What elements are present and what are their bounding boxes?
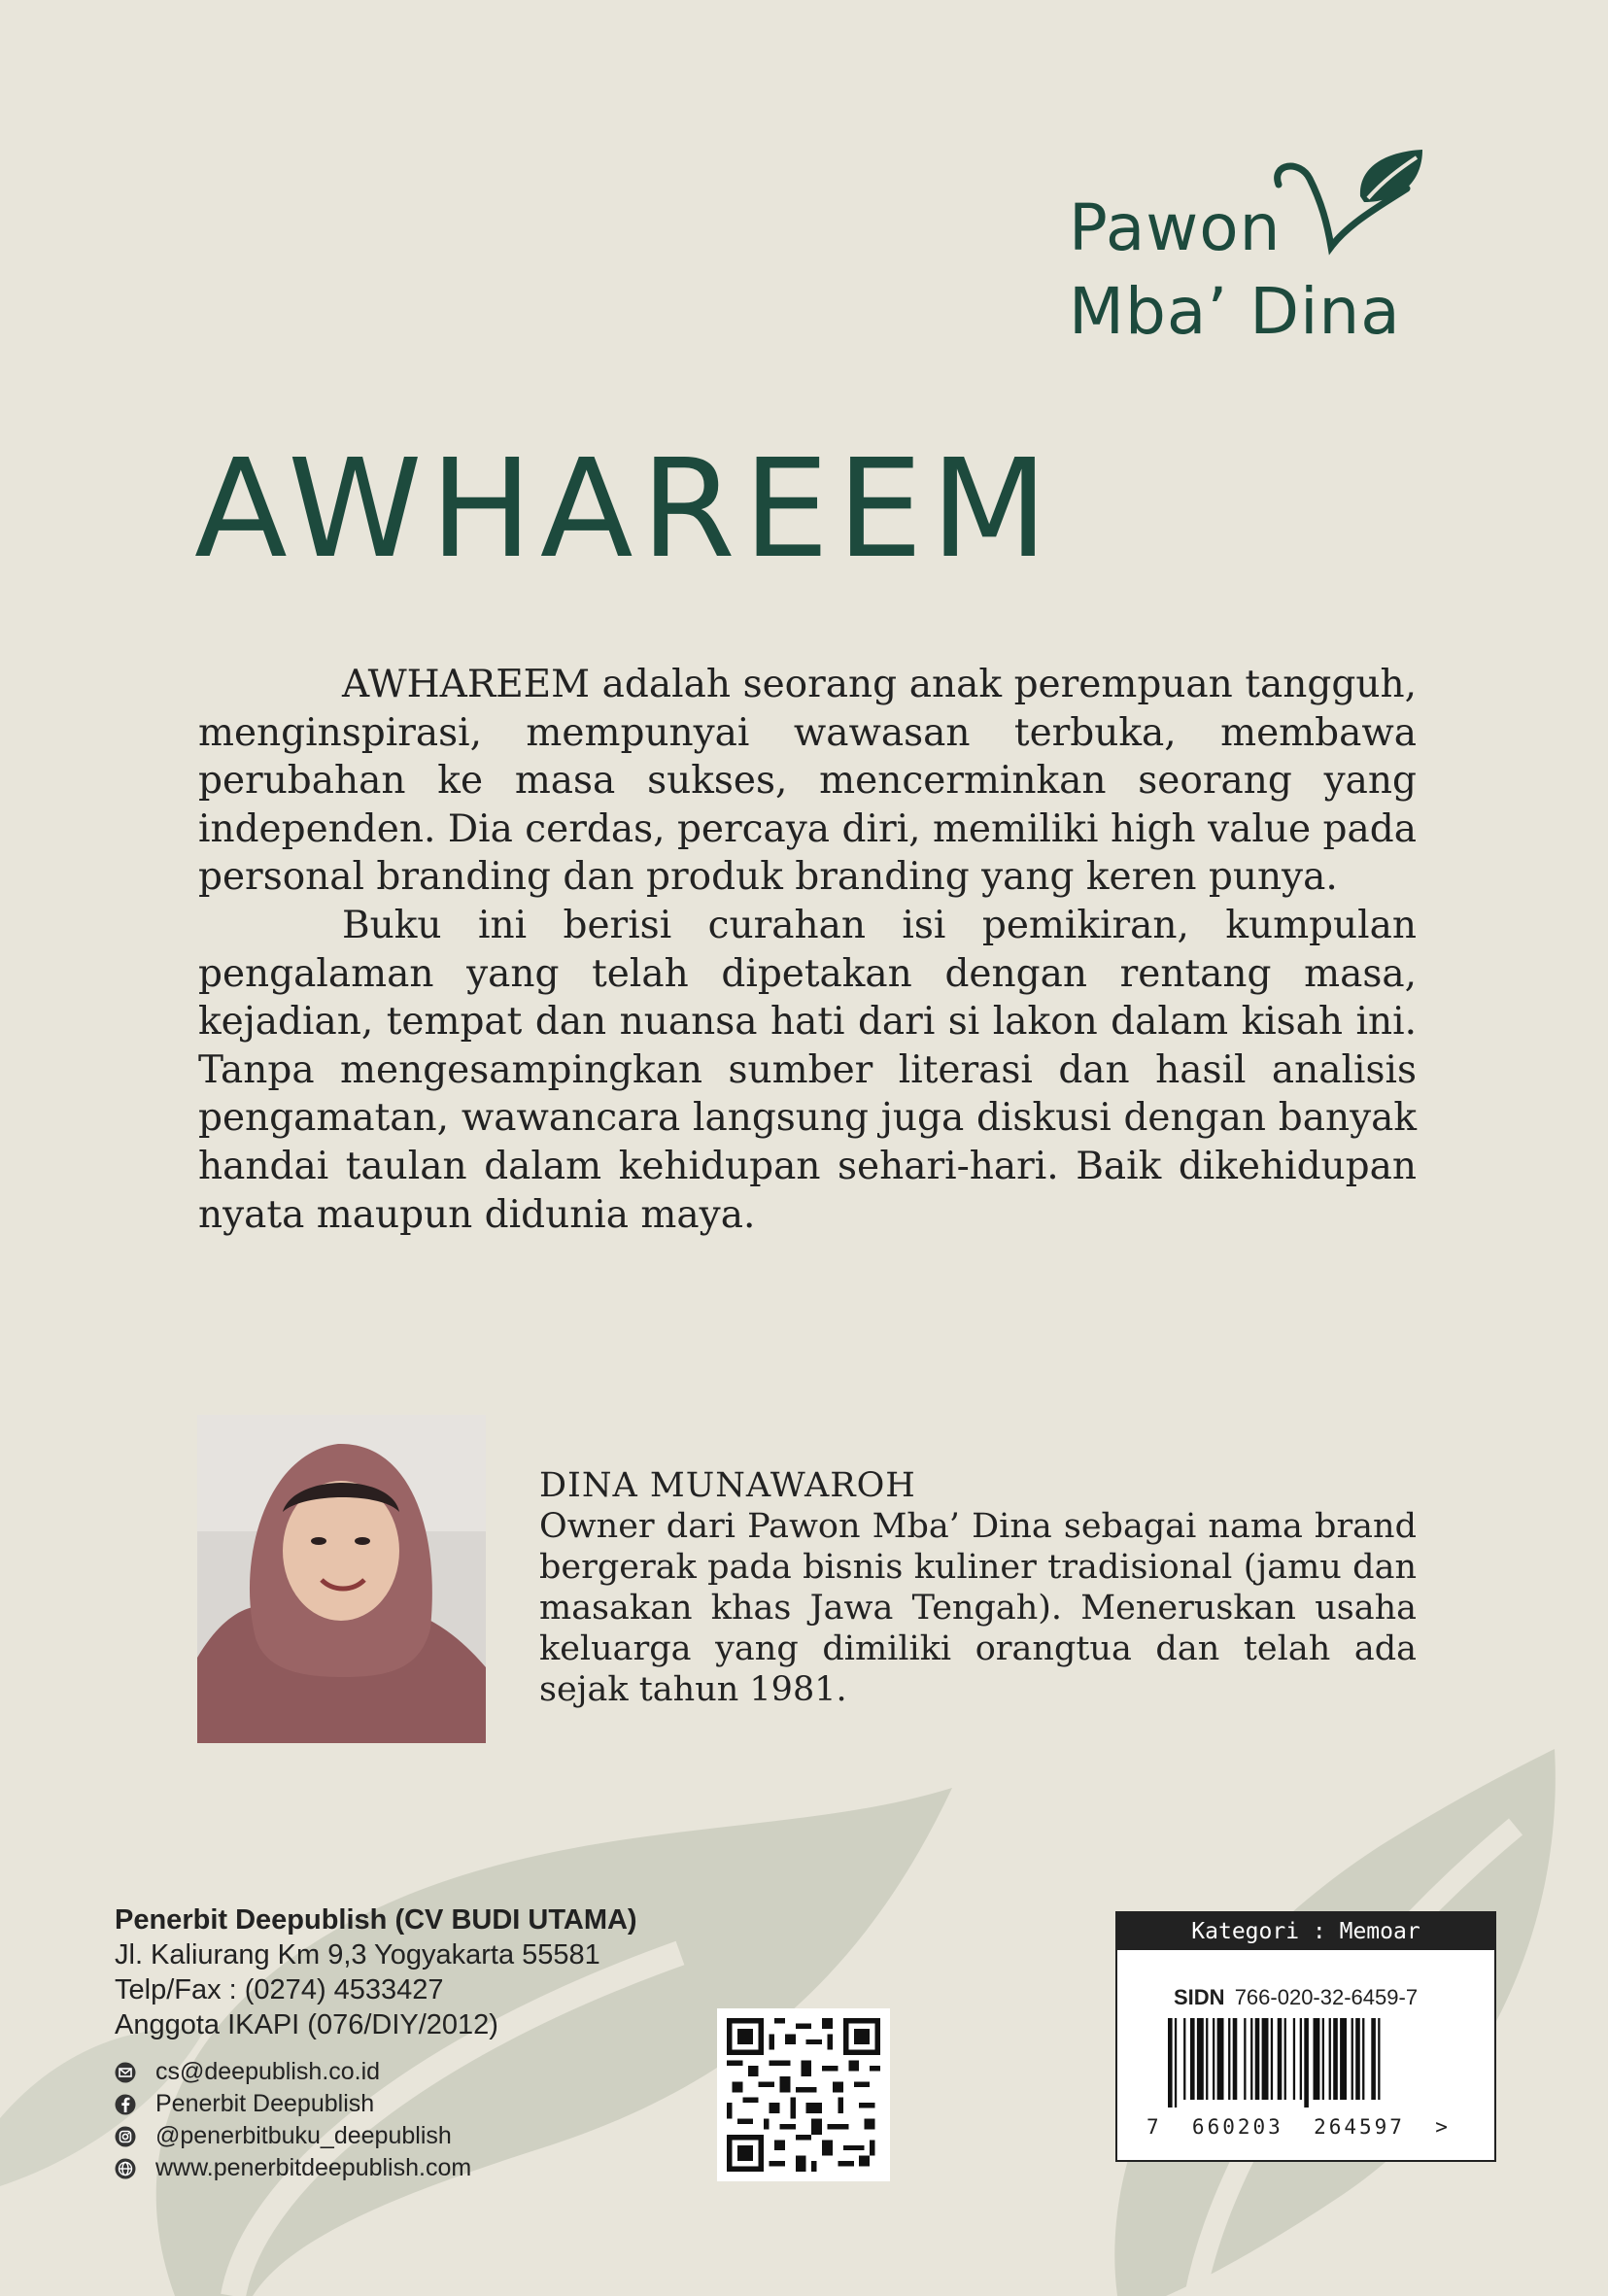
book-title: AWHAREEM: [194, 430, 1056, 589]
sidn-label: SIDN: [1174, 1985, 1225, 2009]
barcode-bar: [1340, 2018, 1347, 2100]
contact-instagram-text: @penerbitbuku_deepublish: [155, 2122, 452, 2149]
barcode-bar: [1329, 2018, 1331, 2100]
barcode-bar: [1190, 2018, 1195, 2100]
barcode-bar: [1371, 2018, 1376, 2100]
publisher-name: Penerbit Deepublish (CV BUDI UTAMA): [115, 1904, 637, 1936]
barcode-bar: [1278, 2018, 1283, 2100]
barcode-bar: [1250, 2018, 1252, 2100]
barcode-bar: [1168, 2018, 1173, 2108]
barcode-digits: 7 660203 264597 >: [1146, 2115, 1451, 2139]
blurb-paragraph: Buku ini berisi curahan isi pemikiran, kumpulan pengalaman yang telah dipetakan dengan rentang masa, kejadian, tempat dan nuansa hati dari si lakon dalam kisah ini. Tanpa mengesampingkan sumber literasi dan hasil analisis pengamatan, wawancara langsung juga diskusi dengan banyak handai taulan dalam kehidupan sehari-hari. Baik dikehidupan nyata maupun didunia maya.: [198, 903, 1417, 1237]
barcode-bar: [1314, 2018, 1320, 2100]
publisher-contacts: [115, 2056, 637, 2184]
barcode-bar: [1213, 2018, 1215, 2100]
barcode-bar: [1244, 2018, 1246, 2100]
barcode-panel: [1115, 1911, 1496, 2162]
brand-name-line1: Pawon: [1069, 190, 1282, 265]
contact-website: [115, 2152, 637, 2184]
sidn-number: [1174, 1985, 1418, 2010]
email-icon: [115, 2062, 136, 2083]
contact-email-text: cs@deepublish.co.id: [155, 2058, 381, 2085]
globe-icon: [115, 2158, 136, 2179]
barcode-bar: [1284, 2018, 1286, 2100]
barcode-bar: [1262, 2018, 1269, 2100]
barcode-bar: [1197, 2018, 1204, 2100]
author-photo: [197, 1415, 486, 1743]
barcode-bar: [1271, 2018, 1273, 2100]
barcode-bar: [1362, 2018, 1364, 2100]
barcode-bar: [1322, 2018, 1324, 2100]
author-name: DINA MUNAWAROH: [539, 1466, 916, 1505]
barcode-bar: [1183, 2018, 1185, 2100]
barcode-bar: [1255, 2018, 1260, 2100]
barcode-bar: [1293, 2018, 1295, 2100]
barcode-bar: [1351, 2018, 1353, 2100]
brand-logo: [1069, 146, 1438, 350]
contact-facebook-text: Penerbit Deepublish: [155, 2090, 375, 2117]
barcode-bar: [1355, 2018, 1360, 2100]
category-label: Kategori : Memoar: [1117, 1913, 1494, 1950]
contact-website-text: www.penerbitdeepublish.com: [155, 2154, 472, 2181]
publisher-membership: Anggota IKAPI (076/DIY/2012): [115, 2009, 498, 2040]
heart-leaf-logo-icon: [1271, 146, 1426, 262]
barcode-bar: [1300, 2018, 1302, 2100]
publisher-phone: Telp/Fax : (0274) 4533427: [115, 1974, 444, 2005]
barcode: [1168, 2018, 1450, 2108]
brand-name-line2: Mba’ Dina: [1069, 274, 1401, 349]
barcode-bar: [1333, 2018, 1338, 2100]
qr-code: [717, 2008, 890, 2181]
blurb-paragraph: AWHAREEM adalah seorang anak perempuan tangguh, menginspirasi, mempunyai wawasan terbuka, membawa perubahan ke masa sukses, mencerminkan seorang yang independen. Dia cerdas, percaya diri, memiliki high value pada personal branding dan produk branding yang keren punya.: [198, 663, 1417, 900]
contact-instagram: [115, 2120, 637, 2152]
contact-email: [115, 2056, 637, 2088]
book-blurb: [198, 661, 1417, 1239]
author-bio: [539, 1465, 1417, 1710]
author-description: Owner dari Pawon Mba’ Dina sebagai nama brand bergerak pada bisnis kuliner tradisional (jamu dan masakan khas Jawa Tengah). Meneruskan usaha keluarga yang dimiliki orangtua dan telah ada sejak tahun 1981.: [539, 1507, 1417, 1709]
instagram-icon: [115, 2126, 136, 2147]
barcode-bar: [1217, 2018, 1224, 2100]
barcode-bar: [1378, 2018, 1380, 2100]
barcode-bar: [1228, 2018, 1230, 2100]
barcode-bar: [1233, 2018, 1238, 2100]
barcode-bar: [1175, 2018, 1177, 2108]
sidn-value: 766-020-32-6459-7: [1234, 1985, 1419, 2009]
barcode-bar: [1206, 2018, 1208, 2100]
contact-facebook: [115, 2088, 637, 2120]
publisher-info: [115, 1902, 637, 2184]
barcode-bar: [1304, 2018, 1309, 2108]
publisher-address: Jl. Kaliurang Km 9,3 Yogyakarta 55581: [115, 1939, 600, 1970]
facebook-icon: [115, 2094, 136, 2115]
